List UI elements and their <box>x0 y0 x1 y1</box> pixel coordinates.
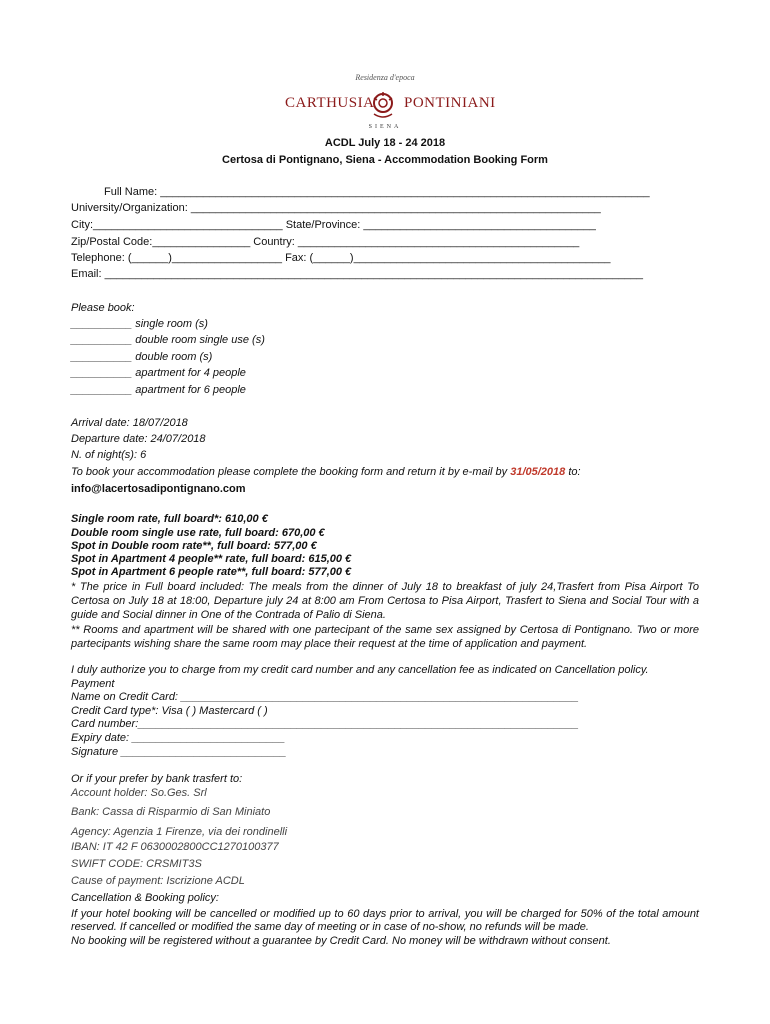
logo-tagline: Residenza d'epoca <box>355 73 415 82</box>
booking-instruction <box>71 466 581 478</box>
signature-field[interactable]: Signature ___________________________ <box>71 746 287 758</box>
rate-apartment-4: Spot in Apartment 4 people** rate, full board: 615,00 € <box>71 553 352 565</box>
form-subtitle: Certosa di Pontignano, Siena - Accommodation Booking Form <box>222 154 548 166</box>
email-field[interactable]: Email: ________________________________________________________________________________________ <box>71 268 643 280</box>
payment-cause: Cause of payment: Iscrizione ACDL <box>71 875 245 887</box>
logo-name-left: CARTHUSIA <box>285 95 375 111</box>
guarantee-note: No booking will be registered without a guarantee by Credit Card. No money will be withdrawn without consent. <box>71 935 611 947</box>
booking-option-double-single-use[interactable]: __________ double room single use (s) <box>71 334 265 346</box>
city-state-field[interactable]: City:_______________________________ State/Province: ______________________________________ <box>71 219 596 231</box>
iban: IBAN: IT 42 F 0630002800CC1270100377 <box>71 841 279 853</box>
card-type-field[interactable]: Credit Card type*: Visa ( ) Mastercard ( ) <box>71 705 268 717</box>
cancellation-text: If your hotel booking will be cancelled or modified up to 60 days prior to arrival, you will be charged for 50% of the total amount reserved. If cancelled or modified the same day of meeting or in case of no-show, no refunds will be made. <box>71 908 699 933</box>
arrival-date: Arrival date: 18/07/2018 <box>71 417 188 429</box>
booking-email-link[interactable]: info@lacertosadipontignano.com <box>71 483 246 495</box>
departure-date: Departure date: 24/07/2018 <box>71 433 206 445</box>
telephone-fax-field[interactable]: Telephone: (______)__________________ Fax: (______)__________________________________________ <box>71 252 611 264</box>
bank-agency: Agency: Agenzia 1 Firenze, via dei rondinelli <box>71 826 288 838</box>
card-number-field[interactable]: Card number:________________________________________________________________________ <box>71 718 579 730</box>
cancellation-heading: Cancellation & Booking policy: <box>71 892 219 904</box>
please-book-heading: Please book: <box>71 302 135 314</box>
booking-option-apartment-4[interactable]: __________ apartment for 4 people <box>71 367 246 379</box>
full-name-field[interactable]: Full Name: ________________________________________________________________________________ <box>104 186 650 198</box>
logo-city: SIENA <box>368 124 402 130</box>
shared-room-note: ** Rooms and apartment will be shared with one partecipant of the same sex assigned by Certosa di Pontignano. Two or more partecipants wishing share the same room may place their request at the time of application and payment. <box>71 624 699 650</box>
zip-country-field[interactable]: Zip/Postal Code:________________ Country: ______________________________________________ <box>71 236 580 248</box>
logo-name-right: PONTINIANI <box>404 95 496 111</box>
authorization-statement: I duly authorize you to charge from my credit card number and any cancellation fee as indicated on Cancellation policy. <box>71 664 649 676</box>
account-holder: Account holder: So.Ges. Srl <box>71 787 207 799</box>
nights-count: N. of night(s): 6 <box>71 449 147 461</box>
form-title: ACDL July 18 - 24 2018 <box>324 137 446 149</box>
expiry-date-field[interactable]: Expiry date: _________________________ <box>71 732 286 744</box>
rate-double-spot: Spot in Double room rate**, full board: 577,00 € <box>71 540 317 552</box>
bank-transfer-intro: Or if your prefer by bank trasfert to: <box>71 773 243 785</box>
booking-option-single[interactable]: __________ single room (s) <box>71 318 208 330</box>
bank-name: Bank: Cassa di Risparmio di San Miniato <box>71 806 271 818</box>
instruction-suffix: to: <box>565 466 581 478</box>
university-field[interactable]: University/Organization: ___________________________________________________________________ <box>71 202 601 214</box>
payment-heading: Payment <box>71 678 115 690</box>
swift-code: SWIFT CODE: CRSMIT3S <box>71 858 202 870</box>
booking-option-double[interactable]: __________ double room (s) <box>71 351 213 363</box>
rate-apartment-6: Spot in Apartment 6 people rate**, full board: 577,00 € <box>71 566 352 578</box>
deadline-date: 31/05/2018 <box>510 466 566 478</box>
full-board-note: * The price in Full board included: The meals from the dinner of July 18 to breakfast of july 24,Trasfert from Pisa Airport To Certosa on July 18 at 18:00, Departure july 24 at 8:00 am From Certosa to Pisa Airport, Trasfert to Siena and Social Tour with a guide and Social dinner in One of the Contrada of Palio di Siena. <box>71 581 699 621</box>
rate-double-single-use: Double room single use rate, full board: 670,00 € <box>71 527 325 539</box>
booking-option-apartment-6[interactable]: __________ apartment for 6 people <box>71 384 246 396</box>
name-on-card-field[interactable]: Name on Credit Card: _________________________________________________________________ <box>71 691 579 703</box>
rate-single: Single room rate, full board*: 610,00 € <box>71 513 268 525</box>
instruction-text: To book your accommodation please complete the booking form and return it by e-mail by <box>71 466 511 478</box>
crest-logo-icon <box>369 90 397 120</box>
